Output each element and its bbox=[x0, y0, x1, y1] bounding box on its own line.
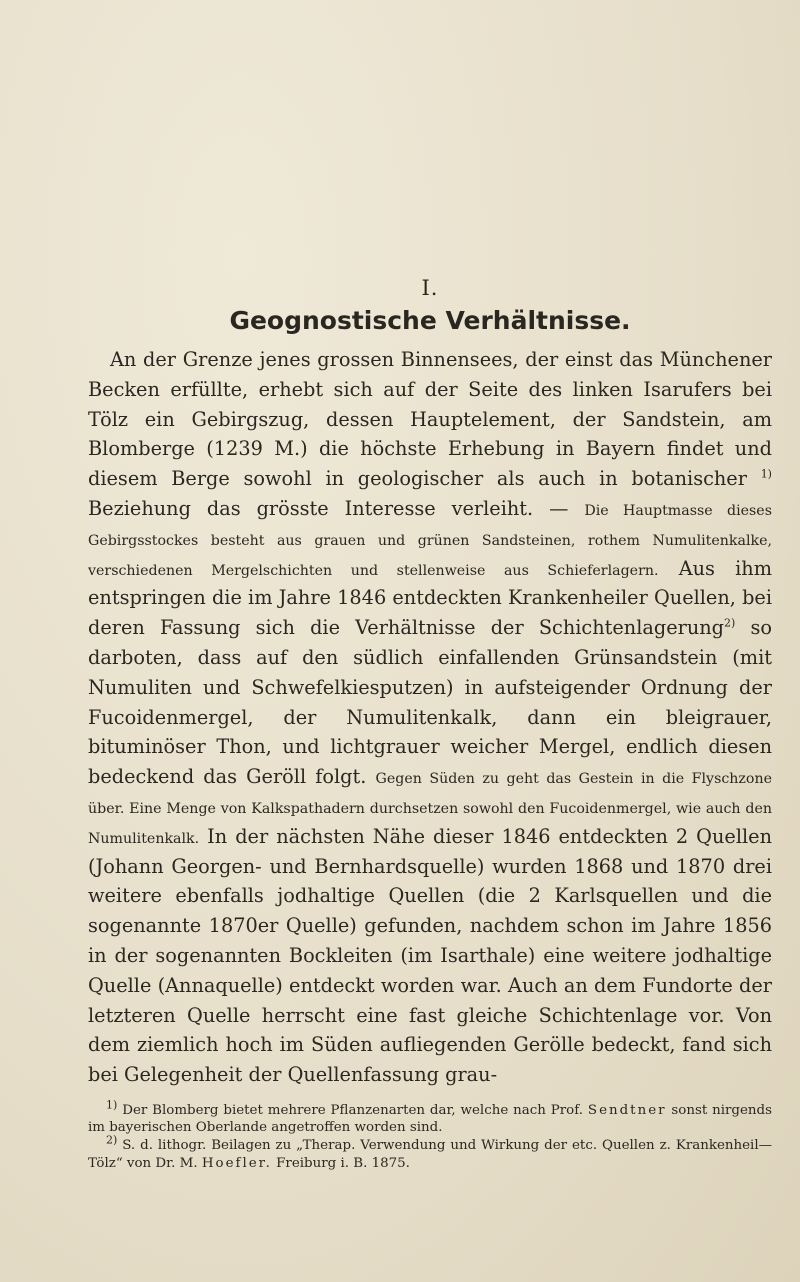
text-segment-1: An der Grenze jenes grossen Binnensees, der einst das Münchener Becken erfüllte, erhebt sich auf der Seite des linken Isarufers bei Tölz ein Gebirgszug, dessen Hauptelement, der Sandstein, am Blomberge (1239 M.) die höchste Erhebung in Bayern findet und diesem Berge sowohl in geologischer als auch in botanischer bbox=[88, 348, 772, 491]
footnote-2-text-a: S. d. lithogr. Beilagen zu „Therap. Verwendung und Wirkung der etc. Quellen z. Krankenheil—Tölz“ von Dr. M. bbox=[88, 1138, 772, 1171]
page bbox=[88, 276, 772, 1173]
small-print-2: Gegen Süden zu geht das Gestein in die Flyschzone über. Eine Menge von Kalkspathadern durchsetzen sowohl den Fucoidenmergel, wie auch den Numulitenkalk. bbox=[88, 771, 772, 847]
footnotes bbox=[88, 1098, 772, 1172]
text-segment-4: so darboten, dass auf den südlich einfallenden Grünsandstein (mit Numuliten und Schwefelkiesputzen) in aufsteigender Ordnung der Fucoidenmergel, der Numulitenkalk, dann ein bleigrauer, bituminöser Thon, und lichtgrauer weicher Mergel, endlich diesen bedeckend das Geröll folgt. bbox=[88, 616, 772, 789]
footnote-1-mark: 1) bbox=[106, 1098, 118, 1112]
footnote-ref-1[interactable]: 1) bbox=[760, 467, 772, 481]
text-segment-5: In der nächsten Nähe dieser 1846 entdeckten 2 Quellen (Johann Georgen- und Bernhardsquelle) wurden 1868 und 1870 drei weitere ebenfalls jodhaltige Quellen (die 2 Karlsquellen und die sogenannte 1870er Quelle) gefunden, nachdem schon im Jahre 1856 in der sogenannten Bockleiten (im Isarthale) eine weitere jodhaltige Quelle (Annaquelle) entdeckt worden war. Auch an dem Fundorte der letzteren Quelle herrscht eine fast gleiche Schichtenlage vor. Von dem ziemlich hoch im Süden aufliegenden Gerölle bedeckt, fand sich bei Gelegenheit der Quellenfassung grau- bbox=[88, 824, 772, 1087]
footnote-2-name: Hoefler. bbox=[201, 1155, 272, 1171]
text-segment-2: Beziehung das grösste Interesse verleiht. — bbox=[88, 496, 569, 520]
footnote-1-text-a: Der Blomberg bietet mehrere Pflanzenarten dar, welche nach Prof. bbox=[122, 1102, 583, 1118]
small-print-1: Die Hauptmasse dieses Gebirgsstockes besteht aus grauen und grünen Sandsteinen, rothem Numulitenkalke, verschiedenen Mergelschichten und stellenweise aus Schieferlagern. bbox=[88, 502, 772, 579]
footnote-2-text-b: Freiburg i. B. 1875. bbox=[276, 1155, 410, 1171]
footnote-1 bbox=[88, 1098, 772, 1136]
footnote-1-text-b: sonst nirgends im bayerischen Oberlande angetroffen worden sind. bbox=[88, 1102, 772, 1136]
footnote-2-mark: 2) bbox=[106, 1133, 118, 1147]
footnote-1-name: Sendtner bbox=[587, 1102, 667, 1118]
chapter-number: I. bbox=[421, 276, 439, 300]
footnote-2 bbox=[88, 1133, 772, 1171]
footnote-ref-2[interactable]: 2) bbox=[724, 616, 736, 630]
text-segment-3: Aus ihm entspringen die im Jahre 1846 entdeckten Krankenheiler Quellen, bei deren Fassung sich die Verhältnisse der Schichtenlagerung bbox=[88, 556, 773, 640]
main-paragraph bbox=[88, 345, 772, 1090]
chapter-title: Geognostische Verhältnisse. bbox=[229, 306, 631, 335]
